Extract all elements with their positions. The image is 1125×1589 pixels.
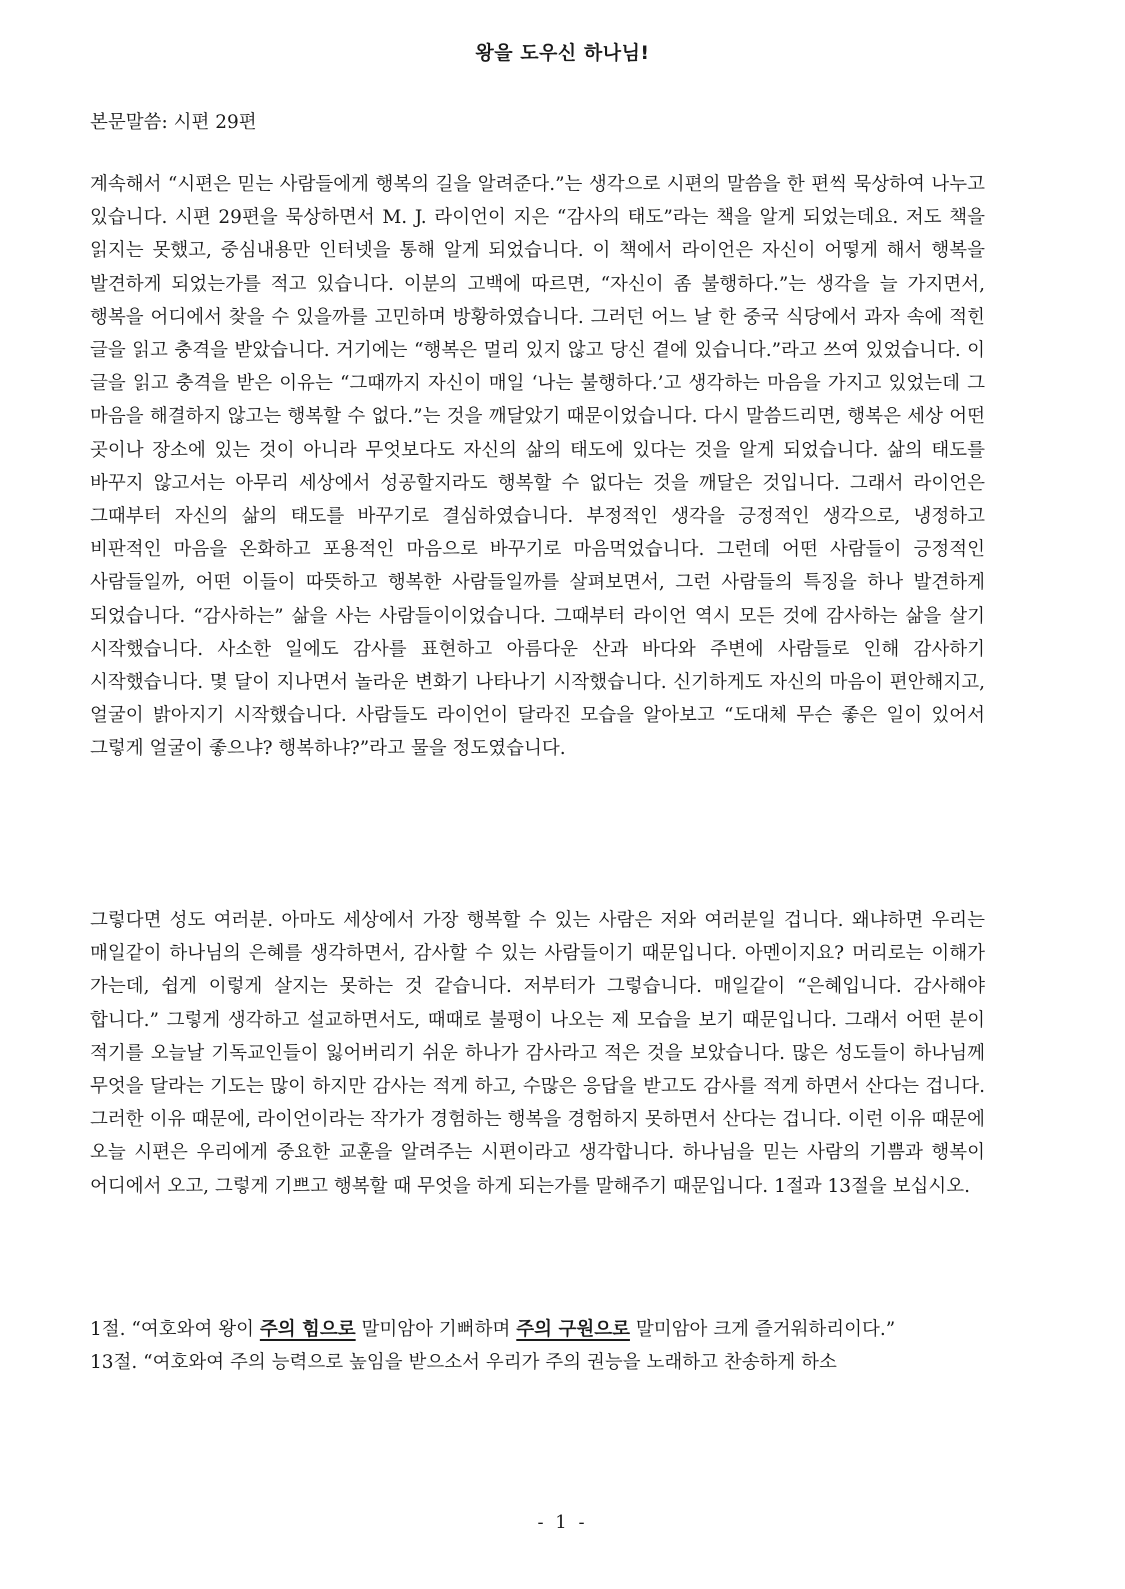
verse-13: 13절. “여호와여 주의 능력으로 높임을 받으소서 우리가 주의 권능을 노래하고 찬송하게 하소 — [90, 1352, 837, 1374]
page-number: - 1 - — [537, 1512, 588, 1533]
scripture-reference: 본문말씀: 시편 29편 — [90, 112, 257, 133]
verse-1-emphasis-1: 주의 힘으로 — [259, 1319, 356, 1340]
verse-1-prefix: 1절. “여호와여 왕이 — [90, 1319, 260, 1340]
body-paragraph-1: 계속해서 “시편은 믿는 사람들에게 행복의 길을 알려준다.”는 생각으로 시편의 말씀을 한 편씩 묵상하여 나누고 있습니다. 시편 29편을 묵상하면서 M. J. 라이언이 지은 “감사의 태도”라는 책을 알게 되었는데요. 저도 책을 읽지는 못했고, 중심내용만 인터넷을 통해 알게 되었습니다. 이 책에서 라이언은 자신이 어떻게 해서 행복을 발견하게 되었는가를 적고 있습니다. 이분의 고백에 따르면, “자신이 좀 불행하다.”는 생각을 늘 가지면서, 행복을 어디에서 찾을 수 있을까를 고민하며 방황하였습니다. 그러던 어느 날 한 중국 식당에서 과자 속에 적힌 글을 읽고 충격을 받았습니다. 거기에는 “행복은 멀리 있지 않고 당신 곁에 있습니다.”라고 쓰여 있었습니다. 이 글을 읽고 충격을 받은 이유는 “그때까지 자신이 매일 ‘나는 불행하다.’고 생각하는 마음을 가지고 있었는데 그 마음을 해결하지 않고는 행복할 수 없다.”는 것을 깨달았기 때문이었습니다. 다시 말씀드리면, 행복은 세상 어떤 곳이나 장소에 있는 것이 아니라 무엇보다도 자신의 삶의 태도에 있다는 것을 알게 되었습니다. 삶의 태도를 바꾸지 않고서는 아무리 세상에서 성공할지라도 행복할 수 없다는 것을 깨달은 것입니다. 그래서 라이언은 그때부터 자신의 삶의 태도를 바꾸기로 결심하였습니다. 부정적인 생각을 긍정적인 생각으로, 냉정하고 비판적인 마음을 온화하고 포용적인 마음으로 바꾸기로 마음먹었습니다. 그런데 어떤 사람들이 긍정적인 사람들일까, 어떤 이들이 따뜻하고 행복한 사람들일까를 살펴보면서, 그런 사람들의 특징을 하나 발견하게 되었습니다. “감사하는” 삶을 사는 사람들이이었습니다. 그때부터 라이언 역시 모든 것에 감사하는 삶을 살기 시작했습니다. 사소한 일에도 감사를 표현하고 아름다운 산과 바다와 주변에 사람들로 인해 감사하기 시작했습니다. 몇 달이 지나면서 놀라운 변화기 나타나기 시작했습니다. 신기하게도 자신의 마음이 편안해지고, 얼굴이 밝아지기 시작했습니다. 사람들도 라이언이 달라진 모습을 알아보고 “도대체 무슨 좋은 일이 있어서 그렇게 얼굴이 좋으냐? 행복하냐?”라고 물을 정도였습니다. — [90, 174, 985, 760]
verse-1-suffix: 말미암아 크게 즐거워하리이다.” — [629, 1319, 896, 1340]
body-paragraph-2: 그렇다면 성도 여러분. 아마도 세상에서 가장 행복할 수 있는 사람은 저와 여러분일 겁니다. 왜냐하면 우리는 매일같이 하나님의 은혜를 생각하면서, 감사할 수 있는 사람들이기 때문입니다. 아멘이지요? 머리로는 이해가 가는데, 쉽게 이렇게 살지는 못하는 것 같습니다. 저부터가 그렇습니다. 매일같이 “은혜입니다. 감사해야 합니다.” 그렇게 생각하고 설교하면서도, 때때로 불평이 나오는 제 모습을 보기 때문입니다. 그래서 어떤 분이 적기를 오늘날 기독교인들이 잃어버리기 쉬운 하나가 감사라고 적은 것을 보았습니다. 많은 성도들이 하나님께 무엇을 달라는 기도는 많이 하지만 감사는 적게 하고, 수많은 응답을 받고도 감사를 적게 하면서 산다는 겁니다. 그러한 이유 때문에, 라이언이라는 작가가 경험하는 행복을 경험하지 못하면서 산다는 겁니다. 이런 이유 때문에 오늘 시편은 우리에게 중요한 교훈을 알려주는 시편이라고 생각합니다. 하나님을 믿는 사람의 기쁨과 행복이 어디에서 오고, 그렇게 기쁘고 행복할 때 무엇을 하게 되는가를 말해주기 때문입니다. 1절과 13절을 보십시오. — [90, 910, 985, 1197]
verse-1 — [90, 1313, 985, 1346]
verse-quotes — [90, 1313, 985, 1379]
verse-1-middle: 말미암아 기뻐하며 — [355, 1319, 517, 1340]
verse-1-emphasis-2: 주의 구원으로 — [516, 1319, 630, 1340]
document-title: 왕을 도우신 하나님! — [475, 42, 650, 64]
